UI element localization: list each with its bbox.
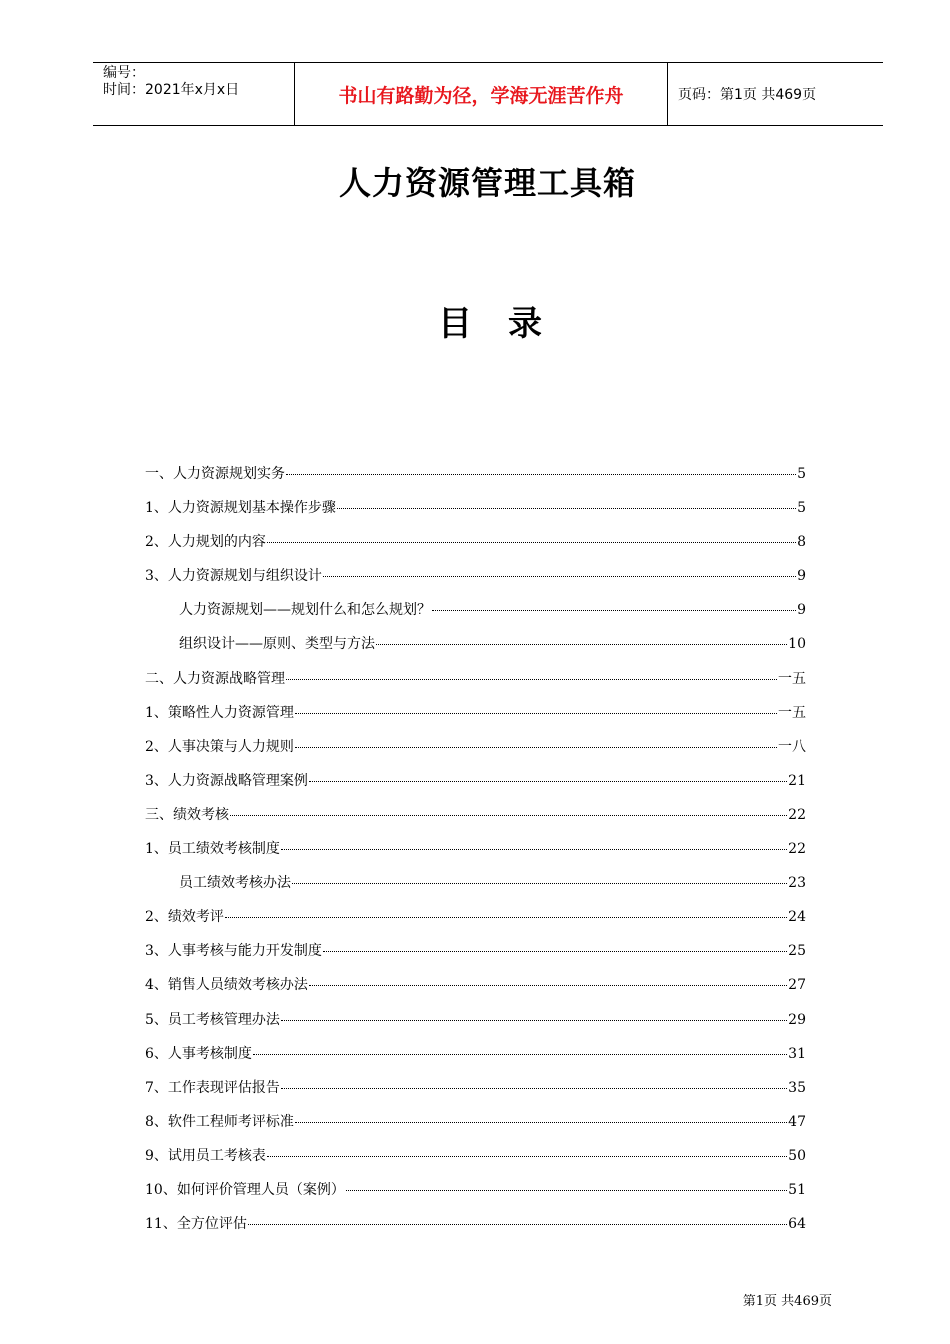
toc-entry-label: 组织设计——原则、类型与方法 (179, 636, 375, 653)
toc-dot-leader (281, 848, 787, 850)
toc-entry-page: 51 (788, 1181, 806, 1198)
toc-entry-label: 1、策略性人力资源管理 (145, 704, 294, 721)
toc-dot-leader (309, 780, 787, 782)
toc-entry-label: 5、员工考核管理办法 (145, 1011, 280, 1028)
toc-entry-page: 21 (788, 772, 806, 789)
toc-entry[interactable] (145, 633, 806, 667)
toc-entry[interactable] (145, 872, 806, 906)
toc-entry-page: 5 (797, 500, 806, 517)
toc-entry-page: 一五 (778, 704, 806, 721)
toc-entry-label: 10、如何评价管理人员（案例） (145, 1181, 345, 1198)
toc-dot-leader (346, 1189, 787, 1191)
toc-entry[interactable] (145, 497, 806, 531)
toc-entry[interactable] (145, 940, 806, 974)
page-header (93, 62, 883, 126)
toc-entry-page: 47 (788, 1113, 806, 1130)
toc-entry-page: 50 (788, 1147, 806, 1164)
toc-entry[interactable] (145, 702, 806, 736)
toc-dot-leader (376, 643, 787, 645)
toc-dot-leader (337, 507, 796, 509)
toc-entry-page: 31 (788, 1045, 806, 1062)
toc-entry-label: 员工绩效考核办法 (179, 875, 291, 892)
toc-dot-leader (432, 609, 796, 611)
toc-entry-label: 二、人力资源战略管理 (145, 670, 285, 687)
toc-entry[interactable] (145, 1179, 806, 1213)
toc-dot-leader (292, 882, 787, 884)
toc-dot-leader (225, 916, 787, 918)
page-footer: 第1页 共469页 (742, 1294, 832, 1309)
toc-entry-page: 一八 (778, 738, 806, 755)
toc-entry-label: 6、人事考核制度 (145, 1045, 252, 1062)
toc-dot-leader (281, 1019, 787, 1021)
header-motto: 书山有路勤为径，学海无涯苦作舟 (295, 63, 668, 125)
toc-entry-label: 三、绩效考核 (145, 806, 229, 823)
toc-dot-leader (230, 814, 787, 816)
toc-entry-page: 23 (788, 875, 806, 892)
toc-entry[interactable] (145, 599, 806, 633)
toc-heading-char-1: 目 (438, 304, 472, 344)
table-of-contents (145, 463, 806, 1247)
toc-entry-label: 4、销售人员绩效考核办法 (145, 977, 308, 994)
toc-entry[interactable] (145, 565, 806, 599)
toc-entry[interactable] (145, 668, 806, 702)
toc-dot-leader (248, 1223, 787, 1225)
toc-entry-label: 人力资源规划——规划什么和怎么规划？ (179, 602, 431, 619)
toc-entry-label: 8、软件工程师考评标准 (145, 1113, 294, 1130)
toc-entry-page: 64 (788, 1216, 806, 1233)
toc-entry-page: 5 (797, 466, 806, 482)
toc-entry[interactable] (145, 1213, 806, 1247)
toc-entry-page: 22 (788, 806, 806, 823)
toc-entry-label: 3、人力资源规划与组织设计 (145, 568, 322, 585)
toc-dot-leader (286, 473, 796, 475)
toc-heading-char-2: 录 (508, 304, 542, 344)
toc-entry[interactable] (145, 531, 806, 565)
toc-dot-leader (281, 1087, 787, 1089)
toc-entry-page: 27 (788, 977, 806, 994)
toc-entry[interactable] (145, 974, 806, 1008)
toc-entry-label: 3、人事考核与能力开发制度 (145, 943, 322, 960)
header-meta (93, 63, 295, 125)
toc-entry[interactable] (145, 463, 806, 497)
toc-entry-label: 3、人力资源战略管理案例 (145, 772, 308, 789)
toc-entry-page: 29 (788, 1011, 806, 1028)
toc-entry-label: 1、人力资源规划基本操作步骤 (145, 500, 336, 517)
toc-dot-leader (323, 950, 787, 952)
toc-entry[interactable] (145, 804, 806, 838)
toc-entry-label: 2、绩效考评 (145, 909, 224, 926)
toc-dot-leader (295, 746, 777, 748)
toc-entry-page: 10 (788, 636, 806, 653)
toc-dot-leader (267, 1155, 787, 1157)
toc-dot-leader (295, 712, 777, 714)
toc-entry[interactable] (145, 770, 806, 804)
toc-entry[interactable] (145, 906, 806, 940)
toc-entry-page: 35 (788, 1079, 806, 1096)
toc-entry-page: 24 (788, 909, 806, 926)
toc-entry-page: 一五 (778, 670, 806, 687)
toc-entry-page: 8 (797, 534, 806, 551)
toc-dot-leader (295, 1121, 787, 1123)
toc-entry-label: 2、人力规划的内容 (145, 534, 266, 551)
toc-entry[interactable] (145, 1077, 806, 1111)
toc-dot-leader (323, 575, 796, 577)
toc-dot-leader (267, 541, 796, 543)
toc-entry[interactable] (145, 838, 806, 872)
toc-entry-label: 2、人事决策与人力规则 (145, 738, 294, 755)
toc-entry[interactable] (145, 1145, 806, 1179)
toc-entry-page: 9 (797, 602, 806, 619)
toc-entry-page: 22 (788, 841, 806, 858)
toc-entry-label: 1、员工绩效考核制度 (145, 841, 280, 858)
toc-entry[interactable] (145, 1111, 806, 1145)
toc-entry-label: 11、全方位评估 (145, 1216, 247, 1233)
toc-entry[interactable] (145, 1043, 806, 1077)
toc-entry[interactable] (145, 736, 806, 770)
document-title: 人力资源管理工具箱 (338, 164, 636, 202)
toc-dot-leader (253, 1053, 787, 1055)
toc-dot-leader (309, 984, 787, 986)
time-label: 时间：2021年x月x日 (103, 82, 240, 98)
toc-entry-label: 9、试用员工考核表 (145, 1147, 266, 1164)
toc-heading (0, 296, 950, 345)
header-page-info: 页码：第1页 共469页 (678, 87, 817, 103)
number-label: 编号： (103, 65, 145, 81)
toc-entry[interactable] (145, 1009, 806, 1043)
toc-dot-leader (286, 678, 777, 680)
toc-entry-page: 9 (797, 568, 806, 585)
toc-entry-page: 25 (788, 943, 806, 960)
toc-entry-label: 7、工作表现评估报告 (145, 1079, 280, 1096)
toc-entry-label: 一、人力资源规划实务 (145, 466, 285, 482)
